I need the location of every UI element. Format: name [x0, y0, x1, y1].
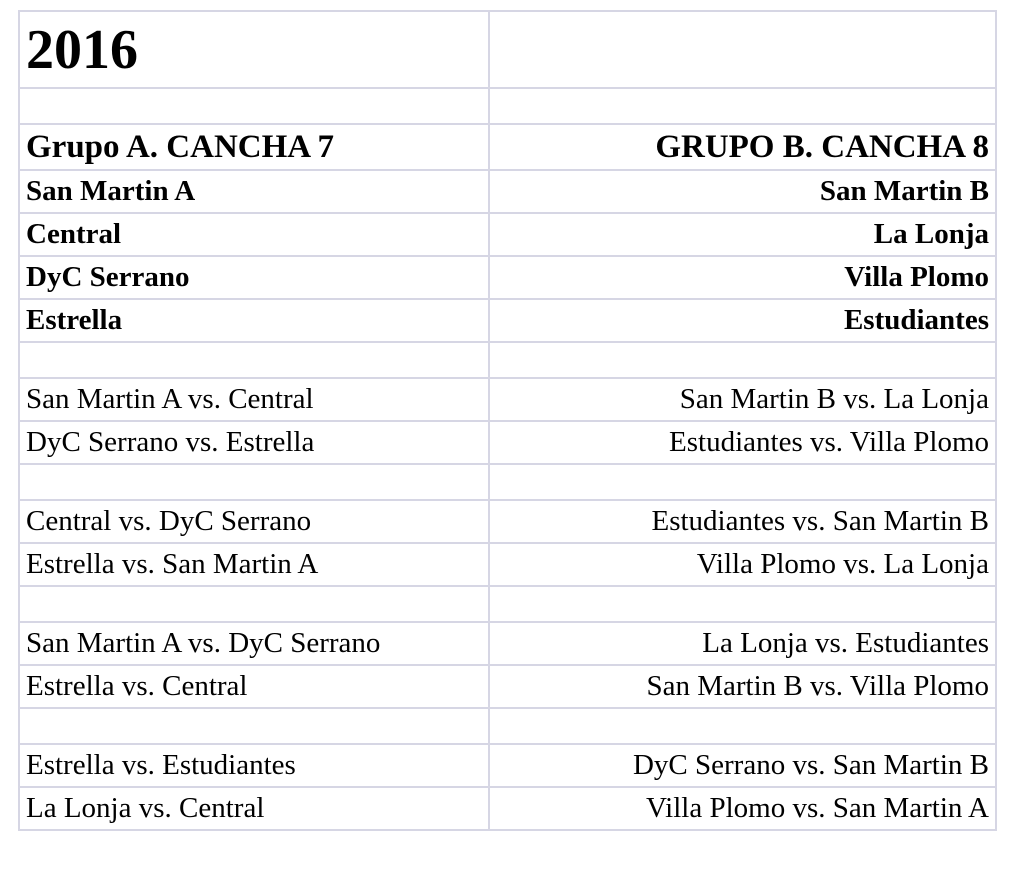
- empty-cell: [489, 708, 996, 744]
- match-row: [19, 421, 996, 464]
- empty-cell: [489, 586, 996, 622]
- match-b: San Martin B vs. Villa Plomo: [489, 665, 996, 708]
- match-a: San Martin A vs. Central: [19, 378, 489, 421]
- match-b: DyC Serrano vs. San Martin B: [489, 744, 996, 787]
- match-b: Villa Plomo vs. La Lonja: [489, 543, 996, 586]
- match-row: [19, 622, 996, 665]
- match-a: Estrella vs. San Martin A: [19, 543, 489, 586]
- group-a-header: Grupo A. CANCHA 7: [19, 124, 489, 170]
- empty-cell: [489, 88, 996, 124]
- match-a: DyC Serrano vs. Estrella: [19, 421, 489, 464]
- team-b: La Lonja: [489, 213, 996, 256]
- match-b: Estudiantes vs. Villa Plomo: [489, 421, 996, 464]
- group-b-header: GRUPO B. CANCHA 8: [489, 124, 996, 170]
- match-row: [19, 787, 996, 830]
- team-a: Central: [19, 213, 489, 256]
- team-b: Estudiantes: [489, 299, 996, 342]
- year-title: 2016: [19, 11, 489, 88]
- match-b: Estudiantes vs. San Martin B: [489, 500, 996, 543]
- match-row: [19, 665, 996, 708]
- team-a: San Martin A: [19, 170, 489, 213]
- empty-cell: [489, 464, 996, 500]
- team-b: San Martin B: [489, 170, 996, 213]
- team-row: [19, 170, 996, 213]
- team-row: [19, 213, 996, 256]
- team-a: DyC Serrano: [19, 256, 489, 299]
- spacer-row: [19, 342, 996, 378]
- team-b: Villa Plomo: [489, 256, 996, 299]
- team-row: [19, 299, 996, 342]
- match-a: Estrella vs. Estudiantes: [19, 744, 489, 787]
- title-row: [19, 11, 996, 88]
- match-a: San Martin A vs. DyC Serrano: [19, 622, 489, 665]
- match-b: La Lonja vs. Estudiantes: [489, 622, 996, 665]
- spacer-row: [19, 708, 996, 744]
- match-b: San Martin B vs. La Lonja: [489, 378, 996, 421]
- empty-cell: [489, 342, 996, 378]
- group-header-row: [19, 124, 996, 170]
- spacer-row: [19, 88, 996, 124]
- match-a: La Lonja vs. Central: [19, 787, 489, 830]
- empty-cell: [19, 464, 489, 500]
- empty-cell: [489, 11, 996, 88]
- team-row: [19, 256, 996, 299]
- empty-cell: [19, 342, 489, 378]
- match-a: Estrella vs. Central: [19, 665, 489, 708]
- empty-cell: [19, 88, 489, 124]
- match-b: Villa Plomo vs. San Martin A: [489, 787, 996, 830]
- fixture-table: [18, 10, 997, 831]
- empty-cell: [19, 586, 489, 622]
- team-a: Estrella: [19, 299, 489, 342]
- match-row: [19, 543, 996, 586]
- empty-cell: [19, 708, 489, 744]
- match-row: [19, 744, 996, 787]
- match-a: Central vs. DyC Serrano: [19, 500, 489, 543]
- spacer-row: [19, 464, 996, 500]
- match-row: [19, 378, 996, 421]
- match-row: [19, 500, 996, 543]
- spacer-row: [19, 586, 996, 622]
